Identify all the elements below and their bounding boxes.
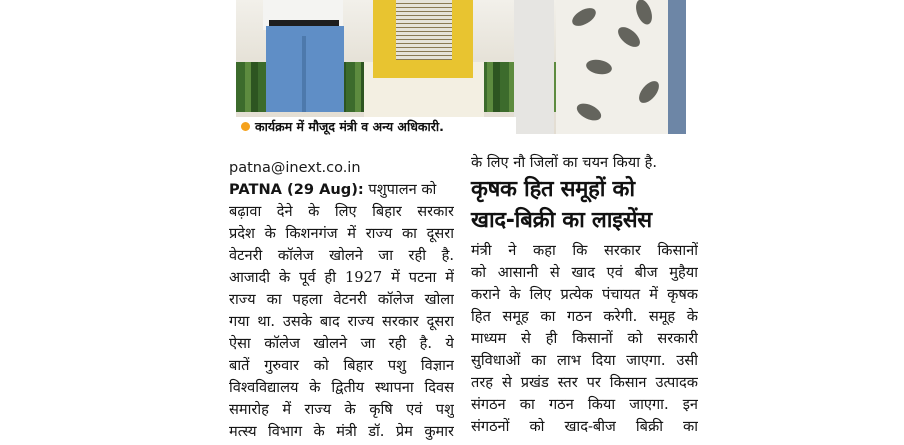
article-line: के लिए नौ जिलों का चयन किया है. <box>471 154 658 171</box>
subheading-line-2: खाद-बिक्री का लाइसेंस <box>471 208 652 233</box>
article-line: समारोह में राज्य के कृषि एवं पशु <box>229 401 454 418</box>
article-line: गया था. उसके बाद राज्य सरकार दूसरा <box>229 313 454 330</box>
article-line: संगठनों को खाद-बीज बिक्री का <box>471 418 698 435</box>
article-line: बढ़ावा देने के लिए बिहार सरकार <box>229 203 454 220</box>
article-line: आजादी के पूर्व ही 1927 में पटना में <box>229 269 454 286</box>
article-line: हित समूह का गठन करेगी. समूह के <box>471 308 698 325</box>
article-line: ऐसा कॉलेज खोलने जा रही है. ये <box>229 335 454 352</box>
caption-bullet-icon <box>241 122 250 131</box>
photo-caption-text: कार्यक्रम में मौजूद मंत्री व अन्य अधिकारी. <box>255 119 444 134</box>
article-column-2 <box>471 152 698 438</box>
article-line: मत्स्य विभाग के मंत्री डॉ. प्रेम कुमार <box>229 423 454 440</box>
article-line: माध्यम से ही किसानों को सरकारी <box>471 330 698 347</box>
article-line: कराने के लिए प्रत्येक पंचायत में कृषक <box>471 286 698 303</box>
dateline-row <box>229 179 454 201</box>
article-line: बातें गुरुवार को बिहार पशु विज्ञान <box>229 357 454 374</box>
article-column-1 <box>229 157 454 443</box>
article-line: को आसानी से खाद एवं बीज मुहैया <box>471 264 698 281</box>
article-line: वेटनरी कॉलेज खोलने जा रही है. <box>229 247 454 264</box>
subheading-line-1: कृषक हित समूहों को <box>471 177 635 202</box>
article-line: सुविधाओं का लाभ दिया जाएगा. उसी <box>471 352 698 369</box>
byline-email[interactable]: patna@inext.co.in <box>229 160 361 176</box>
article-line: मंत्री ने कहा कि सरकार किसानों <box>471 242 698 259</box>
article-line: पशुपालन को <box>368 181 437 198</box>
article-line: संगठन का गठन किया जाएगा. इन <box>471 396 698 413</box>
event-photo <box>236 0 686 134</box>
dateline: PATNA (29 Aug): <box>229 181 364 198</box>
article-line: विश्वविद्यालय के द्वितीय स्थापना दिवस <box>229 379 454 396</box>
photo-caption <box>236 117 516 136</box>
article-line: प्रदेश के किशनगंज में राज्य का दूसरा <box>229 225 454 242</box>
article-line: तरह से प्रखंड स्तर पर किसान उत्पादक <box>471 374 698 391</box>
article-line: राज्य का पहला वेटनरी कॉलेज खोला <box>229 291 454 308</box>
